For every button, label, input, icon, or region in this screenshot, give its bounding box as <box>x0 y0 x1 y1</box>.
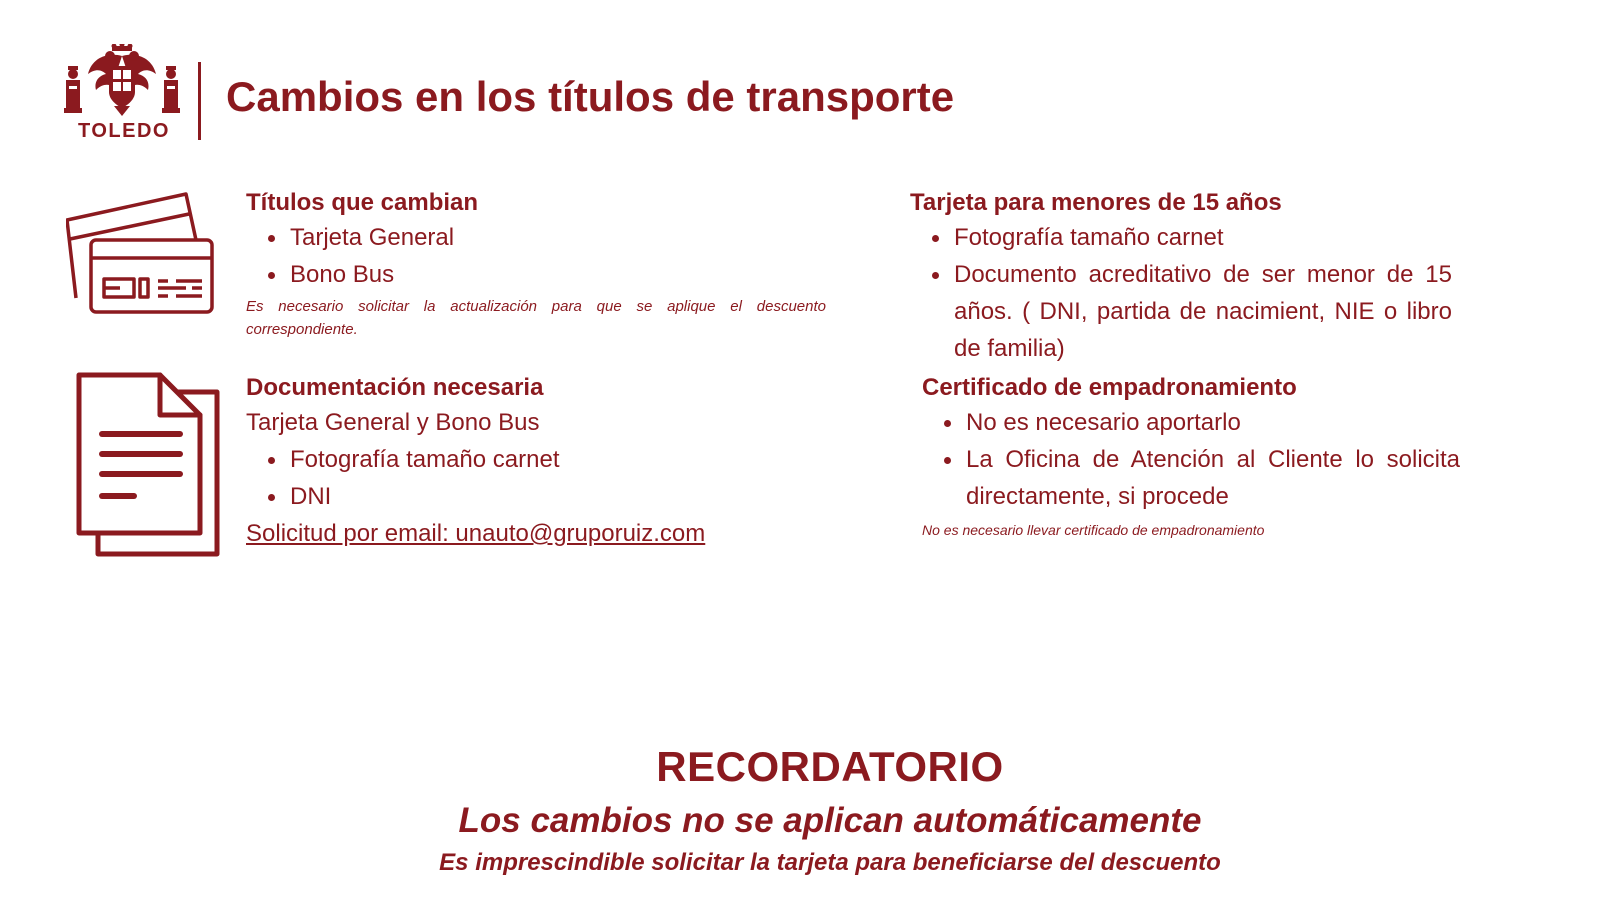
empadronamiento-section <box>922 372 1460 542</box>
empadronamiento-note: No es necesario llevar certificado de empadronamiento <box>922 522 1265 538</box>
credit-card-icon <box>66 192 216 316</box>
logo-text: TOLEDO <box>78 120 170 142</box>
list-item: Fotografía tamaño carnet <box>910 219 1452 256</box>
list-item: Fotografía tamaño carnet <box>246 441 826 478</box>
header-divider <box>198 62 201 140</box>
email-link[interactable]: Solicitud por email: unauto@gruporuiz.com <box>246 520 706 547</box>
documentacion-title: Documentación necesaria <box>246 374 544 401</box>
list-item: Documento acreditativo de ser menor de 15 años. ( DNI, partida de nacimient, NIE o libro de familia) <box>910 256 1452 367</box>
documentacion-list <box>246 441 826 515</box>
reminder-title: RECORDATORIO <box>656 743 1004 790</box>
documentacion-subtitle: Tarjeta General y Bono Bus <box>246 409 540 436</box>
reminder-detail: Es imprescindible solicitar la tarjeta para beneficiarse del descuento <box>439 849 1221 876</box>
toledo-logo <box>62 44 182 144</box>
titulos-title: Títulos que cambian <box>246 189 479 216</box>
document-icon <box>76 372 224 558</box>
reminder-subtitle: Los cambios no se aplican automáticamente <box>458 801 1202 840</box>
coat-of-arms-icon <box>62 44 182 124</box>
list-item: Tarjeta General <box>246 219 826 256</box>
list-item: Bono Bus <box>246 256 826 293</box>
empadronamiento-list <box>922 404 1460 515</box>
menores-section <box>910 187 1452 367</box>
titulos-note: Es necesario solicitar la actualización para que se aplique el descuento correspondiente. <box>246 298 826 338</box>
menores-title: Tarjeta para menores de 15 años <box>910 189 1282 216</box>
empadronamiento-title: Certificado de empadronamiento <box>922 374 1297 401</box>
menores-list <box>910 219 1452 367</box>
page-title: Cambios en los títulos de transporte <box>226 73 955 120</box>
list-item: La Oficina de Atención al Cliente lo solicita directamente, si procede <box>922 441 1460 515</box>
documentacion-section <box>246 372 826 552</box>
titulos-section <box>246 187 826 341</box>
list-item: DNI <box>246 478 826 515</box>
titulos-list <box>246 219 826 293</box>
list-item: No es necesario aportarlo <box>922 404 1460 441</box>
reminder-section <box>0 742 1600 878</box>
